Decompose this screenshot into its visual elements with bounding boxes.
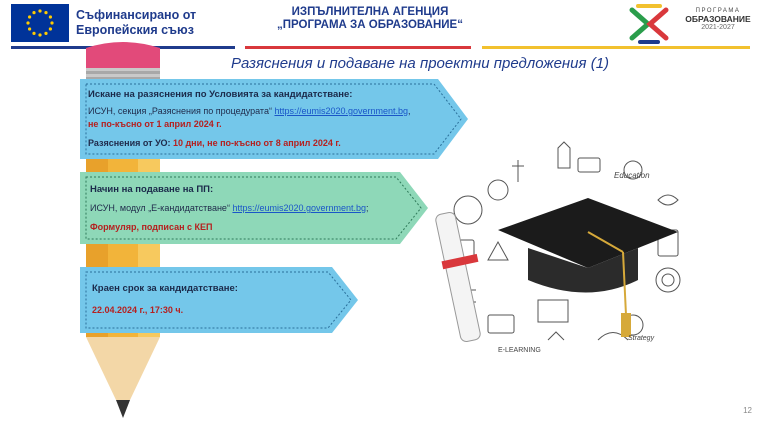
eumis-link-submission[interactable]: https://eumis2020.government.bg — [232, 203, 367, 213]
eu-cofinanced-label: Съфинансирано от Европейския съюз — [76, 8, 197, 37]
clarification-heading: Искане на разяснения по Условията за кандидатстване: — [88, 89, 353, 100]
submission-heading: Начин на подаване на ПП: — [90, 184, 214, 195]
eu-flag-icon — [11, 4, 69, 42]
education-label: Education — [614, 171, 650, 180]
slide-title: Разяснения и подаване на проектни предложения (1) — [230, 55, 610, 72]
submission-banner — [78, 172, 430, 244]
submission-line1-suffix: ; — [366, 203, 369, 213]
clarification-line1-text: ИСУН, секция „Разяснения по процедурата“ — [88, 106, 275, 116]
mo-clarifications-value: 10 дни, не по-късно от 8 април 2024 г. — [172, 138, 341, 148]
strategy-label: Strategy — [628, 335, 655, 342]
education-illustration — [428, 140, 698, 370]
program-years-label: 2021-2027 — [701, 24, 735, 31]
clarification-banner — [78, 79, 470, 159]
deadline-value: 22.04.2024 г., 17:30 ч. — [92, 305, 184, 315]
program-x-mark-icon — [626, 4, 672, 44]
diploma-scroll-icon — [435, 211, 482, 342]
elearning-label: E-LEARNING — [498, 347, 541, 354]
submission-signature-note: Формуляр, подписан с КЕП — [90, 222, 213, 232]
header-divider-red — [245, 46, 471, 49]
program-main-label: ОБРАЗОВАНИЕ — [685, 14, 751, 24]
graduation-cap-icon — [498, 198, 678, 337]
mo-clarifications-label: Разяснения от УО: — [88, 138, 173, 148]
clarification-deadline: не по-късно от 1 април 2024 г. — [88, 119, 222, 129]
deadline-heading: Краен срок за кандидатстване: — [92, 283, 238, 294]
header-divider-yellow — [482, 46, 750, 49]
deadline-banner — [78, 267, 360, 333]
eumis-link-clarifications[interactable]: https://eumis2020.government.bg — [274, 106, 409, 116]
agency-name: ИЗПЪЛНИТЕЛНА АГЕНЦИЯ „ПРОГРАМА ЗА ОБРАЗОВАНИЕ“ — [277, 6, 463, 31]
page-number: 12 — [743, 406, 752, 415]
submission-line1-text: ИСУН, модул „Е-кандидатстване“ — [90, 203, 233, 213]
clarification-line1-suffix: , — [408, 106, 411, 116]
program-logo — [626, 2, 756, 48]
program-top-label: ПРОГРАМА — [695, 8, 741, 14]
